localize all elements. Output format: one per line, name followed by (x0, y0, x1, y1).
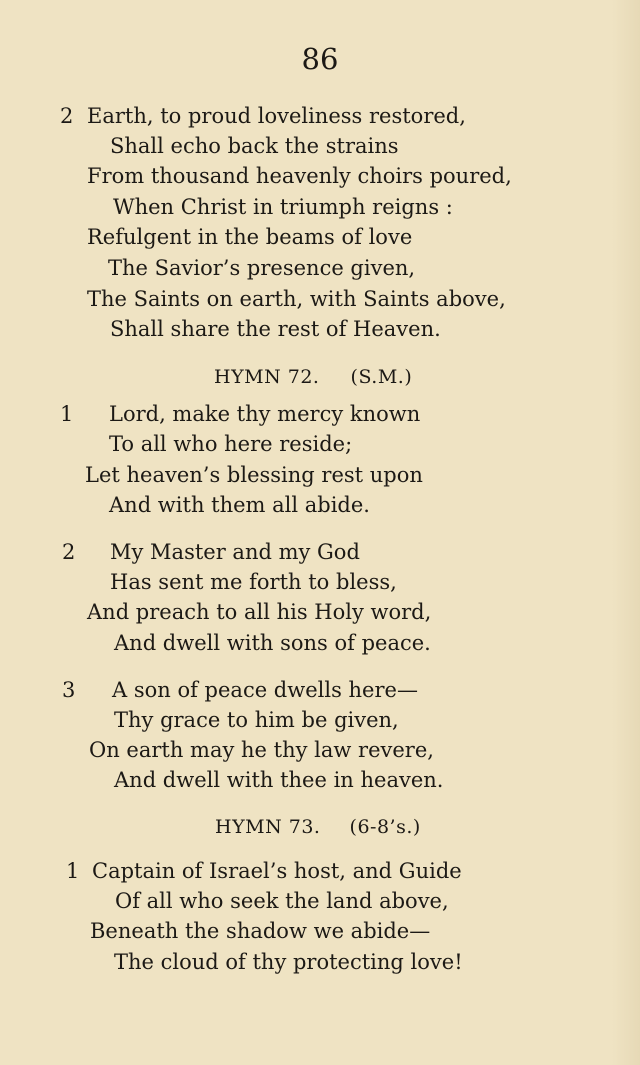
verse-line: Thy grace to him be given, (114, 708, 399, 732)
verse-line: My Master and my God (110, 540, 360, 564)
verse-line: Refulgent in the beams of love (87, 225, 413, 249)
verse-line: The Saints on earth, with Saints above, (87, 287, 506, 311)
verse-line: The cloud of thy protecting love! (114, 950, 463, 974)
verse-line: Let heaven’s blessing rest upon (85, 463, 423, 487)
verse-line: Shall echo back the strains (110, 134, 399, 158)
stanza-number: 2 (62, 540, 76, 564)
verse-line: To all who here reside; (109, 432, 353, 456)
hymn-meter: (6-8’s.) (349, 816, 421, 838)
verse-line: And preach to all his Holy word, (87, 600, 432, 624)
verse-line: When Christ in triumph reigns : (113, 195, 453, 219)
verse-line: From thousand heavenly choirs poured, (87, 164, 512, 188)
stanza-number: 3 (62, 678, 76, 702)
verse-line: Captain of Israel’s host, and Guide (92, 859, 462, 883)
verse-line: Beneath the shadow we abide— (90, 919, 431, 943)
page-number: 86 (301, 42, 339, 76)
hymn-meter: (S.M.) (350, 366, 413, 388)
stanza-number: 1 (66, 859, 80, 883)
verse-line: Lord, make thy mercy known (109, 402, 421, 426)
verse-line: And dwell with thee in heaven. (114, 768, 444, 792)
verse-line: Shall share the rest of Heaven. (110, 317, 441, 341)
page-edge-shadow (612, 0, 640, 1065)
verse-line: And with them all abide. (109, 493, 370, 517)
hymn-73-heading (215, 814, 421, 840)
hymn-title: HYMN 73. (215, 816, 321, 838)
verse-line: And dwell with sons of peace. (114, 631, 431, 655)
verse-line: On earth may he thy law revere, (89, 738, 434, 762)
verse-line: Earth, to proud loveliness restored, (87, 104, 466, 128)
verse-line: A son of peace dwells here— (112, 678, 418, 702)
stanza-number: 1 (60, 402, 74, 426)
verse-line: Has sent me forth to bless, (110, 570, 397, 594)
stanza-number: 2 (60, 104, 74, 128)
verse-line: The Savior’s presence given, (108, 256, 416, 280)
hymn-72-heading (214, 364, 412, 390)
verse-line: Of all who seek the land above, (115, 889, 449, 913)
hymn-title: HYMN 72. (214, 366, 320, 388)
